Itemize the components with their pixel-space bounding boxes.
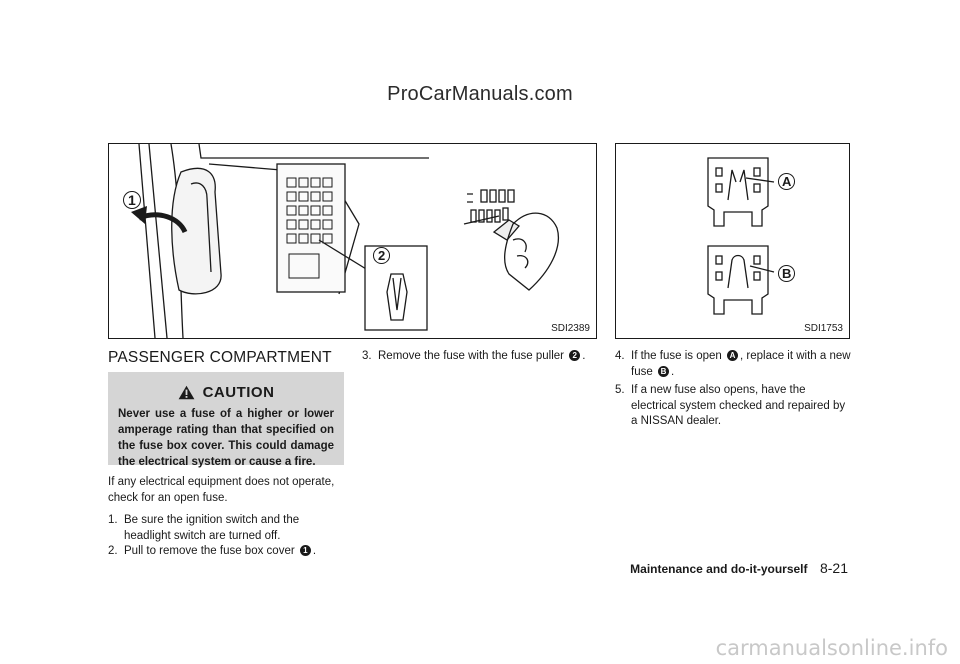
warning-icon: [178, 385, 195, 400]
step-text: If a new fuse also opens, have the electrical system checked and repaired by a NISSAN dealer.: [631, 384, 846, 427]
callout-a-ref: A: [727, 350, 738, 361]
step-text: If the fuse is open A , replace it with a new fuse B .: [631, 350, 851, 378]
fuse-box-drawing: [109, 144, 596, 338]
callout-b-ref: B: [658, 366, 669, 377]
step-number: 2.: [108, 545, 118, 557]
callout-2-label: 2: [373, 248, 390, 263]
callout-2-ref: 2: [569, 350, 580, 361]
intro-paragraph: If any electrical equipment does not operate, check for an open fuse.: [108, 476, 335, 504]
step-number: 5.: [615, 384, 625, 396]
step-number: 4.: [615, 350, 625, 362]
caution-title: CAUTION: [202, 383, 275, 401]
fuse-comparison-illustration: [615, 143, 850, 339]
watermark-top: ProCarManuals.com: [387, 83, 573, 105]
footer-section-title: Maintenance and do-it-yourself: [630, 562, 808, 576]
section-title: PASSENGER COMPARTMENT: [108, 349, 332, 366]
callout-b-label: B: [778, 266, 795, 281]
step-text: Remove the fuse with the fuse puller 2 .: [378, 350, 586, 362]
callout-1-ref: 1: [300, 545, 311, 556]
fuse-drawing: [616, 144, 849, 338]
caution-header: [108, 382, 344, 402]
step-5: [615, 383, 853, 430]
step-2: [108, 544, 346, 560]
caution-text: Never use a fuse of a higher or lower amperage rating than that specified on the fuse box cover. This could damage the electrical system or cause a fire.: [118, 408, 334, 468]
page-number: 8-21: [819, 560, 848, 576]
page-footer: [630, 560, 848, 578]
caution-box: [108, 372, 344, 468]
figure-code: SDI1753: [804, 323, 843, 334]
step-4: [615, 349, 853, 380]
step-number: 1.: [108, 514, 118, 526]
step-text: Be sure the ignition switch and the headlight switch are turned off.: [124, 514, 300, 542]
step-number: 3.: [362, 350, 372, 362]
figure-code: SDI2389: [551, 323, 590, 334]
fuse-box-illustration: [108, 143, 597, 339]
watermark-bottom: carmanualsonline.info: [715, 636, 948, 660]
callout-a-label: A: [778, 174, 795, 189]
step-1: [108, 513, 346, 544]
step-3: [362, 349, 600, 365]
step-text: Pull to remove the fuse box cover 1 .: [124, 545, 317, 557]
callout-1-label: 1: [123, 192, 141, 208]
